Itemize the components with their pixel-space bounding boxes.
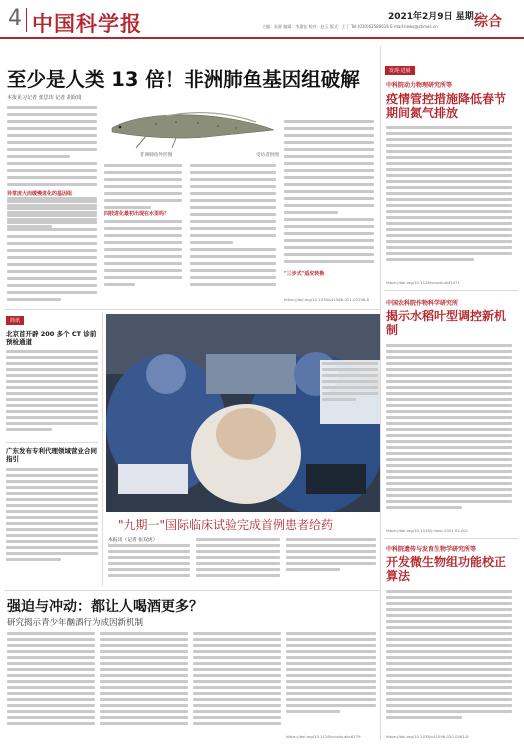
- lead-body-col4: [284, 120, 374, 290]
- clinic-body-col1: [108, 544, 190, 584]
- bottom-body-col1: [7, 632, 95, 742]
- page-number: 4: [8, 6, 22, 31]
- bottom-body-col4: [286, 632, 376, 730]
- clinic-body-col2: [196, 538, 280, 584]
- story1-institute: 中科院动力物理研究所等: [386, 82, 453, 89]
- weekday-text: 星期二: [455, 12, 483, 22]
- figure-caption: 非洲肺鱼外形图: [140, 153, 173, 158]
- story3-doi: https://doi.org/10.1038/s41596-020-0461-8: [386, 734, 469, 739]
- newspaper-logo: 中国科学报: [32, 11, 142, 36]
- story2-headline: 揭示水稻叶型调控新机制: [386, 309, 507, 337]
- bottom-body-col3: [193, 632, 281, 742]
- left-divider-1: [6, 442, 98, 443]
- lungfish-illustration: [106, 104, 276, 150]
- story1-body: [386, 126, 512, 276]
- editor-line: 主编：朱源 编辑：李惠钰 校对：赵玉 版式：王丁 Tel:(010)62580616 E-mail:news@stimes.cn: [262, 24, 438, 29]
- story1-doi: https://doi.org/10.1126/sciadv.abf1471: [386, 280, 460, 285]
- divider-bottom-story: [4, 590, 380, 591]
- bottom-doi: https://doi.org/10.1126/sciadv.abc6179: [286, 734, 361, 739]
- right-divider-1: [384, 290, 518, 291]
- right-divider-2: [384, 538, 518, 539]
- lead-byline: 本报见习记者 张思玮 记者 胡珉琦: [7, 95, 82, 101]
- story2-body: [386, 344, 512, 524]
- story2-institute: 中国农科院作物科学研究所: [386, 300, 459, 307]
- masthead: [0, 0, 524, 40]
- left-col-divider: [102, 312, 103, 586]
- story2-doi: https://doi.org/10.1016/j.molp.2021.02.001: [386, 528, 469, 533]
- bottom-body-col2: [100, 632, 188, 742]
- brief1-title: 北京首开辟 200 多个 CT 诊前预检通道: [6, 330, 97, 346]
- section-title: 综合: [474, 14, 502, 30]
- lead-headline: 至少是人类 13 倍！非洲肺鱼基因组破解: [7, 68, 360, 91]
- masthead-divider: [26, 8, 27, 32]
- lead-body-col1b: [7, 200, 97, 310]
- lead-subhead-1: 异常庞大而缓慢进化的基因组: [7, 190, 97, 197]
- clinic-byline: 本报讯（记者 张双虎）: [108, 538, 158, 543]
- section-tag-briefs: 简讯: [6, 316, 24, 325]
- issue-date: [388, 9, 483, 22]
- lead-body-col2: [104, 164, 182, 314]
- clinic-headline: "九期一"国际临床试验完成首例患者给药: [118, 518, 334, 532]
- brief2-title: 广东发布专利代理领域营业合同指引: [6, 447, 97, 463]
- brief1-body: [6, 350, 98, 445]
- section-tag-discovery: 发现·进展: [385, 66, 415, 75]
- lead-doi: https://doi.org/10.1038/s41586-021-03198-8: [284, 297, 369, 302]
- right-col-divider: [380, 46, 381, 740]
- lead-subhead-3: "三步式"适应转换: [284, 270, 372, 277]
- story3-headline: 开发微生物组功能校正算法: [386, 555, 507, 583]
- brief2-body: [6, 468, 98, 583]
- story3-institute: 中科院遗传与发育生物学研究所等: [386, 546, 477, 553]
- divider-lead-bottom: [4, 309, 380, 310]
- story1-headline: 疫情管控措施降低春节期间氮气排放: [386, 92, 507, 120]
- photo-credit: 受访者供图: [256, 153, 279, 158]
- masthead-rule: [0, 37, 524, 39]
- lead-subhead-2: 四肢进化最初出现在水里吗？: [104, 210, 184, 217]
- story3-body: [386, 590, 512, 730]
- clinic-photo-caption: [320, 360, 380, 424]
- lungfish-figure: [106, 104, 276, 150]
- clinic-body-col3: [286, 538, 376, 584]
- bottom-headline: 强迫与冲动：都让人喝酒更多？: [7, 599, 203, 615]
- bottom-subtitle: 研究揭示青少年酗酒行为成因新机制: [7, 618, 144, 628]
- lead-body-col3: [190, 164, 276, 314]
- date-text: 2021年2月9日: [388, 12, 453, 22]
